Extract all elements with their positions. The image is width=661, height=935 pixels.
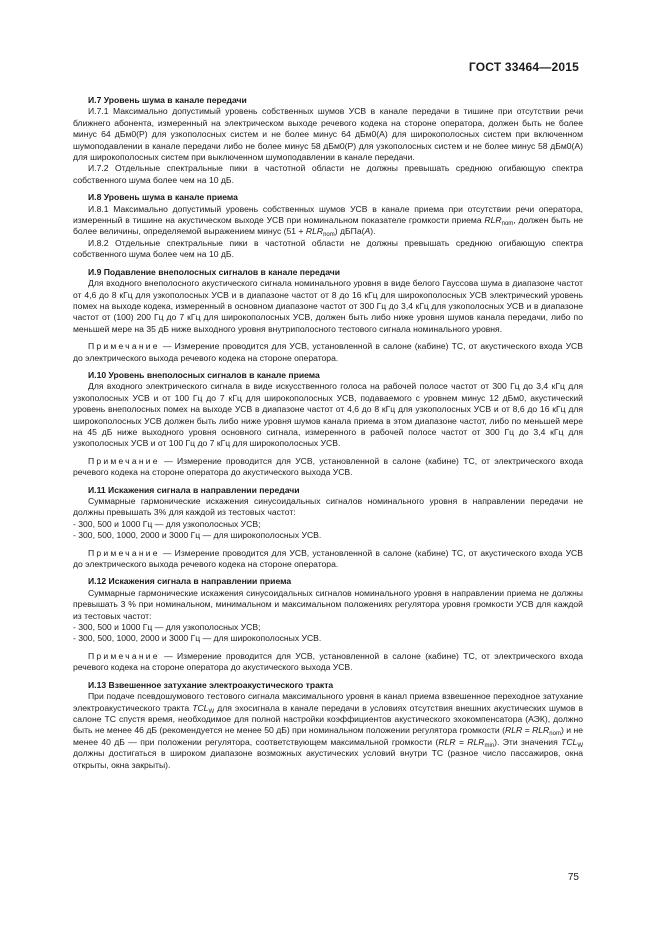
paragraph: Для входного внеполосного акустического сигнала номинального уровня в виде белого Гауссова шума в диапазоне частот от 4,6 до 8 кГц для узкополосных УСВ и в диапазоне частот от 8 до 16 кГц для широкополосных УСВ электрический уровень помех на выходе кодека, измеренный в основном диапазоне частот от 300 Гц до 3,4 кГц для узкополосных УСВ и в диапазоне частот от (100) 200 Гц до 7 кГц для широкополосных УСВ, должен быть либо ниже уровня шумов канала передачи, либо по меньшей мере на 35 дБ ниже выходного уровня внутриполосного тестового сигнала номинального уровня. bbox=[73, 278, 583, 334]
paragraph: Суммарные гармонические искажения синусоидальных сигналов номинального уровня в направлении приема не должны превышать 3 % при номинальном, минимальном и максимальном положениях регулятора уровня громкости УСВ для каждой из тестовых частот: bbox=[73, 587, 583, 621]
paragraph: Суммарные гармонические искажения синусоидальных сигналов номинального уровня в направлении передачи не должны превышать 3% для каждой из тестовых частот: bbox=[73, 496, 583, 518]
list-item: - 300, 500, 1000, 2000 и 3000 Гц — для широкополосных УСВ. bbox=[73, 530, 322, 541]
section-i13 bbox=[73, 680, 583, 771]
note: Примечание — Измерение проводится для УСВ, установленной в салоне (кабине) ТС, от электрического входа речевого кодека на стороне оператора до акустического выхода УСВ. bbox=[73, 455, 583, 478]
document-code: ГОСТ 33464—2015 bbox=[468, 60, 579, 74]
note: Примечание — Измерение проводится для УСВ, установленной в салоне (кабине) ТС, от акустического входа УСВ до электрического выхода речевого кодека на стороне оператора. bbox=[73, 341, 583, 363]
section-title: И.12 Искажения сигнала в направлении приема bbox=[88, 576, 292, 587]
document-body bbox=[73, 95, 583, 777]
note: Примечание — Измерение проводится для УСВ, установленной в салоне (кабине) ТС, от акустического входа УСВ до электрического выхода речевого кодека на стороне оператора. bbox=[73, 547, 583, 570]
section-title: И.7 Уровень шума в канале передачи bbox=[88, 95, 247, 105]
paragraph: И.8.2 Отдельные спектральные пики в частотной области не должны превышать среднюю огибающую спектра собственного шума более чем на 10 дБ. bbox=[73, 237, 583, 260]
note-label: Примечание bbox=[88, 650, 160, 661]
section-title: И.13 Взвешенное затухание электроакустического тракта bbox=[88, 679, 334, 690]
note-label: Примечание bbox=[88, 455, 160, 466]
paragraph: При подаче псевдошумового тестового сигнала максимального уровня в канал приема взвешенное переходное затухание электроакустического тракта $TCL_W$ для эхосигнала в канале передачи в условиях отсутствия внешних акустических шумов в салоне ТС спустя время, необходимое для полной настройки коэффициентов акустического эхокомпенсатора (АЭК), должно быть не менее 46 дБ (рекомендуется не менее 50 дБ) при номинальном положении регулятора громкости $(RLR = RLR_{nom})$ и не менее 40 дБ — при положении регулятора, соответствующем максимальной громкости $(RLR = RLR_{min})$. Эти значения $TCL_W$ должны достигаться в широком диапазоне возможных акустических условий внутри ТС (разное число пассажиров, окна открыты, окна закрыты). bbox=[73, 691, 584, 770]
page-number: 75 bbox=[567, 872, 579, 883]
section-i9 bbox=[73, 267, 583, 364]
list-item: - 300, 500 и 1000 Гц — для узкополосных УСВ; bbox=[73, 622, 261, 633]
list-item: - 300, 500, 1000, 2000 и 3000 Гц — для широкополосных УСВ. bbox=[73, 633, 322, 644]
note: Примечание — Измерение проводится для УСВ, установленной в салоне (кабине) ТС, от электрического входа речевого кодека на стороне оператора до акустического выхода УСВ. bbox=[73, 650, 583, 673]
paragraph: Для входного электрического сигнала в виде искусственного голоса на рабочей полосе частот от 300 Гц до 3,4 кГц для узкополосных УСВ и от 100 Гц до 7 кГц для широкополосных УСВ, подаваемого с уровнем минус 12 дБм0, акустический уровень внеполосных помех на выходе УСВ в диапазоне частот от 4,6 до 8 кГц для узкополосных УСВ и от 8,6 до 16 кГц для широкополосных УСВ должен быть либо ниже уровня шумов канала приема в этом диапазоне частот, либо по меньшей мере на 45 дБ ниже выходного уровня основного сигнала, измеренного в рабочей полосе частот от 300 Гц до 3,4 кГц для узкополосных УСВ и от 100 Гц до 7 кГц для широкополосных УСВ. bbox=[73, 381, 583, 449]
section-title: И.10 Уровень внеполосных сигналов в канале приема bbox=[88, 369, 320, 380]
section-title: И.11 Искажения сигнала в направлении передачи bbox=[88, 484, 300, 495]
section-i10 bbox=[73, 370, 583, 479]
section-i7 bbox=[73, 95, 583, 186]
section-title: И.9 Подавление внеполосных сигналов в канале передачи bbox=[88, 266, 341, 277]
section-i11 bbox=[73, 485, 583, 571]
section-i8 bbox=[73, 192, 583, 260]
note-label: Примечание bbox=[88, 547, 160, 558]
note-label: Примечание bbox=[88, 341, 160, 352]
paragraph: И.7.2 Отдельные спектральные пики в частотной области не должны превышать среднюю огибающую спектра собственного шума более чем на 10 дБ. bbox=[73, 163, 583, 185]
paragraph: И.8.1 Максимально допустимый уровень собственных шумов УСВ в канале приема при отсутствии речи оператора, измеренный в тишине на акустическом выходе УСВ при номинальном показателе громкости приема $RLR_{nom}$, должен быть не более величины, определяемой выражением минус $(51 + RLR_{nom})$ дБПа(A). bbox=[73, 203, 583, 239]
list-item: - 300, 500 и 1000 Гц — для узкополосных УСВ; bbox=[73, 518, 261, 529]
section-title: И.8 Уровень шума в канале приема bbox=[88, 192, 238, 203]
section-i12 bbox=[73, 576, 583, 673]
paragraph: И.7.1 Максимально допустимый уровень собственных шумов УСВ в канале передачи в тишине при отсутствии речи ближнего абонента, измеренный на электрическом выходе речевого кодека на стороне оператора, должен быть не более минус 64 дБм0(Р) для узкополосных систем и не более минус 64 дБм0(А) для широкополосных систем при включенном шумоподавлении в канале передачи либо не более минус 58 дБм0(Р) для узкополосных систем и не более минус 58 дБм0(А) для широкополосных систем при выключенном шумоподавлении в канале передачи. bbox=[73, 106, 583, 163]
